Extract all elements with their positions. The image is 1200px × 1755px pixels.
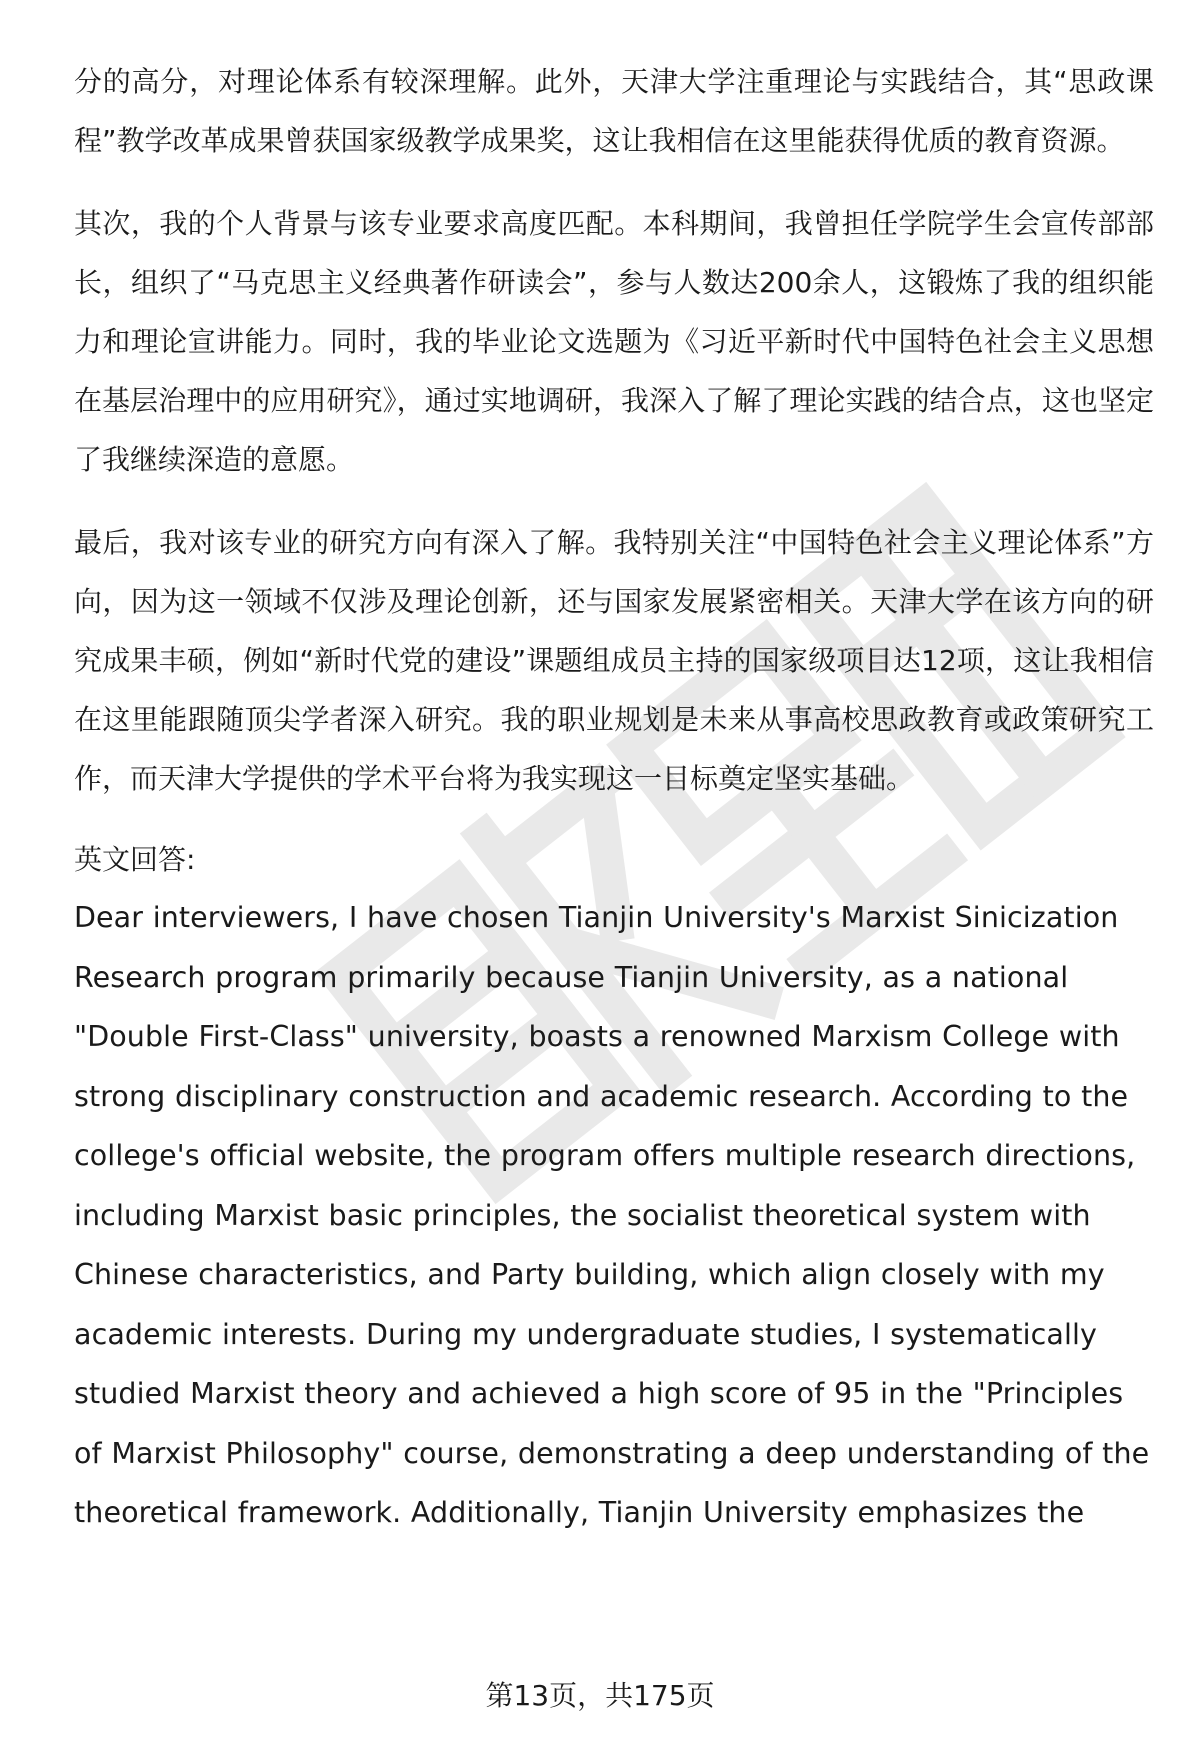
document-page (74, 52, 1154, 1543)
paragraph-zh-2: 其次，我的个人背景与该专业要求高度匹配。本科期间，我曾担任学院学生会宣传部部长，组织了“马克思主义经典著作研读会”，参与人数达200余人，这锻炼了我的组织能力和理论宣讲能力。同时，我的毕业论文选题为《习近平新时代中国特色社会主义思想在基层治理中的应用研究》，通过实地调研，我深入了解了理论实践的结合点，这也坚定了我继续深造的意愿。 (74, 207, 1154, 476)
page-indicator: 第13页，共175页 (485, 1679, 715, 1712)
english-answer-label: 英文回答: (74, 843, 196, 876)
paragraph-zh-1: 分的高分，对理论体系有较深理解。此外，天津大学注重理论与实践结合，其“思政课程”教学改革成果曾获国家级教学成果奖，这让我相信在这里能获得优质的教育资源。 (74, 65, 1154, 157)
paragraph-zh-3: 最后，我对该专业的研究方向有深入了解。我特别关注“中国特色社会主义理论体系”方向，因为这一领域不仅涉及理论创新，还与国家发展紧密相关。天津大学在该方向的研究成果丰硕，例如“新时代党的建设”课题组成员主持的国家级项目达12项，这让我相信在这里能跟随顶尖学者深入研究。我的职业规划是未来从事高校思政教育或政策研究工作，而天津大学提供的学术平台将为我实现这一目标奠定坚实基础。 (74, 526, 1154, 795)
paragraph-en: Dear interviewers, I have chosen Tianjin University's Marxist Sinicization Research program primarily because Tianjin University, as a national "Double First-Class" university, boasts a renowned Marxism College with strong disciplinary construction and academic research. According to the college's official website, the program offers multiple research directions, including Marxist basic principles, the socialist theoretical system with Chinese characteristics, and Party building, which align closely with my academic interests. During my undergraduate studies, I systematically studied Marxist theory and achieved a high score of 95 in the "Principles of Marxist Philosophy" course, demonstrating a deep understanding of the theoretical framework. Additionally, Tianjin University emphasizes the (74, 901, 1150, 1529)
